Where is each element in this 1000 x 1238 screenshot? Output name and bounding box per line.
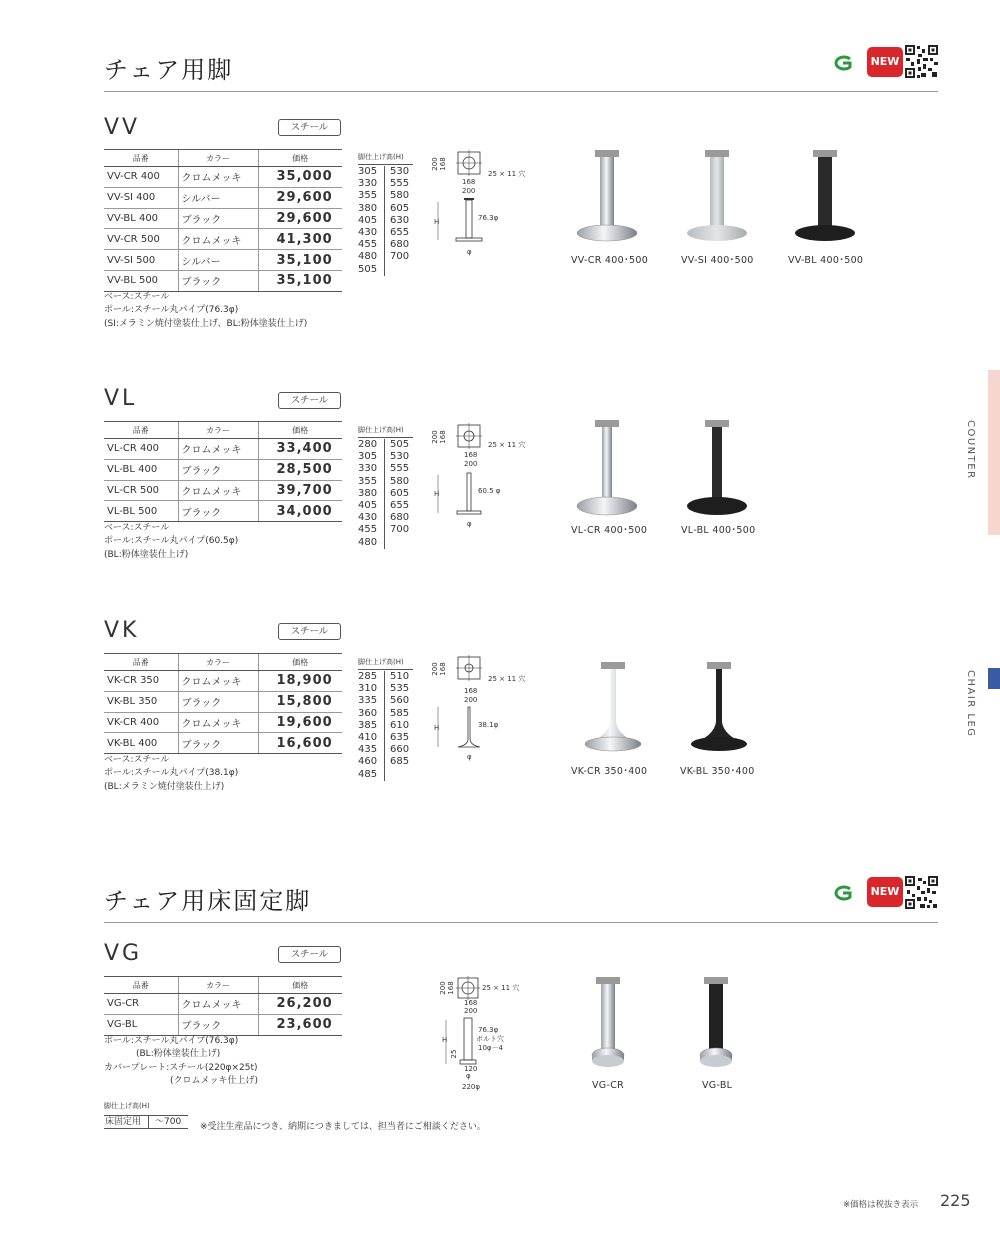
dim-text: 200 bbox=[462, 187, 476, 195]
series-name-vg: VG bbox=[104, 941, 143, 966]
dim-text: 168 bbox=[464, 451, 478, 459]
table-row bbox=[104, 501, 342, 522]
cell-price: 35,100 bbox=[258, 250, 342, 271]
cell-color: ブラック bbox=[178, 208, 258, 229]
dim-text: 200 bbox=[464, 460, 478, 468]
side-label-chair-leg: CHAIR LEG bbox=[965, 670, 976, 738]
side-tab-chair-leg[interactable] bbox=[988, 668, 1000, 689]
height-value: 485 bbox=[358, 768, 378, 780]
height-value: 480 bbox=[358, 251, 378, 263]
table-row bbox=[104, 691, 342, 712]
note-line: (BL:粉体塗装仕上げ) bbox=[136, 1049, 221, 1060]
th-price: 価格 bbox=[258, 977, 342, 994]
cell-color: クロムメッキ bbox=[178, 439, 258, 460]
series-name-vk: VK bbox=[104, 618, 140, 643]
height-value: 435 bbox=[358, 744, 378, 756]
cell-code: VV-BL 400 bbox=[104, 208, 178, 229]
qr-code-icon[interactable] bbox=[904, 44, 939, 79]
height-header: 脚仕上げ高(H) bbox=[358, 657, 413, 670]
cell-price: 35,100 bbox=[258, 270, 342, 291]
note-line: ベース:スチール bbox=[104, 523, 170, 533]
height-value: 700 bbox=[390, 524, 410, 536]
height-value: 530 bbox=[390, 166, 410, 177]
dim-text: 200 bbox=[439, 981, 447, 995]
height-value: 555 bbox=[390, 178, 410, 190]
table-row bbox=[104, 712, 342, 733]
caption-vv-bl: VV-BL 400･500 bbox=[788, 255, 864, 266]
green-mark-icon bbox=[830, 55, 854, 71]
th-code: 品番 bbox=[104, 977, 178, 994]
product-image-vl-bl bbox=[682, 420, 752, 520]
price-table-vg bbox=[104, 976, 342, 1036]
height-value: 330 bbox=[358, 463, 378, 475]
dim-text: 25 × 11 穴 bbox=[488, 675, 526, 683]
height-col-a bbox=[358, 166, 384, 276]
price-table-vv bbox=[104, 149, 342, 292]
dim-text: 168 bbox=[462, 178, 476, 186]
height-value: 430 bbox=[358, 512, 378, 524]
height-value: 605 bbox=[390, 487, 410, 499]
height-value: 360 bbox=[358, 707, 378, 719]
dim-text: 10φ－4 bbox=[478, 1044, 503, 1052]
caption-vl-cr: VL-CR 400･500 bbox=[571, 525, 648, 536]
product-image-vl-cr bbox=[572, 420, 642, 520]
height-value: 310 bbox=[358, 683, 378, 695]
height-value: 455 bbox=[358, 239, 378, 251]
th-price: 価格 bbox=[258, 422, 342, 439]
height-value: 680 bbox=[390, 239, 410, 251]
dim-text: 25 × 11 穴 bbox=[488, 170, 526, 178]
caption-vg-cr: VG-CR bbox=[592, 1080, 625, 1091]
green-mark-icon bbox=[830, 885, 854, 901]
dim-text: 168 bbox=[439, 157, 447, 171]
height-value: 405 bbox=[358, 214, 378, 226]
cell-price: 28,500 bbox=[258, 459, 342, 480]
product-image-vk-bl bbox=[684, 662, 754, 757]
height-header: 脚仕上げ高(H) bbox=[358, 425, 413, 438]
height-col-b bbox=[384, 439, 410, 549]
height-value: 510 bbox=[390, 671, 410, 682]
note-line: ポール:スチール丸パイプ(76.3φ) bbox=[104, 1036, 239, 1046]
dim-text: 200 bbox=[431, 430, 439, 444]
height-value: 580 bbox=[390, 475, 410, 487]
height-col-a bbox=[358, 671, 384, 781]
table-row bbox=[104, 459, 342, 480]
dim-text: φ bbox=[467, 753, 472, 761]
floor-label: 床固定用 bbox=[105, 1117, 142, 1127]
table-row bbox=[104, 671, 342, 692]
cell-color: クロムメッキ bbox=[178, 671, 258, 692]
dim-text: 200 bbox=[464, 1007, 478, 1015]
dim-text: 168 bbox=[464, 999, 478, 1007]
cell-code: VL-CR 400 bbox=[104, 439, 178, 460]
height-value: 580 bbox=[390, 190, 410, 202]
cell-color: ブラック bbox=[178, 459, 258, 480]
table-row bbox=[104, 1014, 342, 1035]
dim-text: 168 bbox=[464, 687, 478, 695]
dim-text: 200 bbox=[431, 157, 439, 171]
height-col-b bbox=[384, 166, 410, 276]
note-line: (SI:メラミン焼付塗装仕上げ、BL:粉体塗装仕上げ) bbox=[104, 318, 308, 329]
cell-code: VV-CR 400 bbox=[104, 167, 178, 188]
material-badge-vl: スチール bbox=[278, 392, 341, 409]
height-header: 脚仕上げ高(H) bbox=[358, 152, 413, 165]
material-badge-vv: スチール bbox=[278, 119, 341, 136]
price-table-vk bbox=[104, 653, 342, 754]
cell-code: VL-CR 500 bbox=[104, 480, 178, 501]
cell-code: VK-CR 350 bbox=[104, 671, 178, 692]
qr-code-icon[interactable] bbox=[904, 875, 939, 910]
height-col-b bbox=[384, 671, 410, 781]
height-value: 655 bbox=[390, 500, 410, 512]
floor-height-table bbox=[104, 1101, 188, 1129]
table-row bbox=[104, 187, 342, 208]
height-value: 530 bbox=[390, 451, 410, 463]
height-value: 380 bbox=[358, 487, 378, 499]
height-col-a bbox=[358, 439, 384, 549]
title-rule bbox=[104, 91, 938, 92]
dim-text: 220φ bbox=[462, 1083, 480, 1091]
height-value: 585 bbox=[390, 707, 410, 719]
cell-code: VG-BL bbox=[104, 1014, 178, 1035]
cell-color: ブラック bbox=[178, 1014, 258, 1035]
cell-price: 39,700 bbox=[258, 480, 342, 501]
height-value: 635 bbox=[390, 732, 410, 744]
product-image-vv-si bbox=[682, 150, 752, 245]
caption-vk-bl: VK-BL 350･400 bbox=[680, 766, 755, 777]
cell-code: VV-SI 400 bbox=[104, 187, 178, 208]
tax-note: ※価格は税抜き表示 bbox=[843, 1200, 919, 1210]
order-note: ※受注生産品につき、納期につきましては、担当者にご相談ください。 bbox=[200, 1122, 486, 1132]
height-value: 700 bbox=[390, 251, 410, 263]
note-line: ポール:スチール丸パイプ(76.3φ) bbox=[104, 305, 239, 316]
cell-color: クロムメッキ bbox=[178, 480, 258, 501]
note-line: ポール:スチール丸パイプ(60.5φ) bbox=[104, 536, 239, 547]
height-value: 280 bbox=[358, 439, 378, 450]
note-line: ベース:スチール bbox=[104, 755, 170, 765]
th-code: 品番 bbox=[104, 654, 178, 671]
table-row bbox=[104, 994, 342, 1015]
side-label-counter: COUNTER bbox=[965, 420, 976, 480]
caption-vv-cr: VV-CR 400･500 bbox=[571, 255, 649, 266]
height-value: 480 bbox=[358, 536, 378, 548]
dim-text: 60.5 φ bbox=[478, 487, 501, 495]
material-badge-vg: スチール bbox=[278, 946, 341, 963]
new-badge: NEW bbox=[867, 47, 903, 77]
price-table-vl bbox=[104, 421, 342, 522]
th-color: カラー bbox=[178, 150, 258, 167]
height-value: 385 bbox=[358, 719, 378, 731]
dim-text: 25 × 11 穴 bbox=[488, 441, 526, 449]
cell-color: クロムメッキ bbox=[178, 994, 258, 1015]
product-image-vv-cr bbox=[572, 150, 642, 245]
cell-price: 18,900 bbox=[258, 671, 342, 692]
height-value: 630 bbox=[390, 214, 410, 226]
cell-code: VV-SI 500 bbox=[104, 250, 178, 271]
spec-notes-vk bbox=[104, 754, 238, 794]
height-list-vv bbox=[358, 152, 413, 276]
dim-text: 76.3φ bbox=[478, 1026, 499, 1034]
dim-text: H bbox=[434, 218, 440, 226]
product-image-vv-bl bbox=[790, 150, 860, 245]
dim-text: 76.3φ bbox=[478, 214, 499, 222]
dim-text: ボルト穴 bbox=[476, 1035, 504, 1043]
dim-text: 25 × 11 穴 bbox=[482, 984, 520, 992]
height-list-vl bbox=[358, 425, 413, 549]
cell-code: VK-BL 350 bbox=[104, 691, 178, 712]
cell-code: VV-CR 500 bbox=[104, 229, 178, 250]
height-value: 335 bbox=[358, 695, 378, 707]
side-tab-counter[interactable] bbox=[988, 370, 1000, 535]
dim-text: 168 bbox=[439, 430, 447, 444]
dim-text: 168 bbox=[447, 981, 455, 995]
height-value: 610 bbox=[390, 719, 410, 731]
th-code: 品番 bbox=[104, 150, 178, 167]
table-row bbox=[104, 167, 342, 188]
page-title: チェア用脚 bbox=[104, 56, 234, 84]
note-line: ポール:スチール丸パイプ(38.1φ) bbox=[104, 768, 239, 779]
spec-notes-vv bbox=[104, 291, 307, 331]
height-value: 535 bbox=[390, 683, 410, 695]
height-value: 305 bbox=[358, 166, 378, 177]
height-value: 460 bbox=[358, 756, 378, 768]
table-row bbox=[104, 250, 342, 271]
height-value: 355 bbox=[358, 190, 378, 202]
product-image-vg-cr bbox=[578, 977, 638, 1075]
cell-code: VL-BL 400 bbox=[104, 459, 178, 480]
cell-price: 34,000 bbox=[258, 501, 342, 522]
height-list-vk bbox=[358, 657, 413, 781]
dimension-drawing-vg bbox=[436, 976, 546, 1092]
cell-color: ブラック bbox=[178, 501, 258, 522]
cell-price: 35,000 bbox=[258, 167, 342, 188]
note-line: ベース:スチール bbox=[104, 292, 170, 302]
cell-price: 29,600 bbox=[258, 208, 342, 229]
cell-color: ブラック bbox=[178, 691, 258, 712]
th-code: 品番 bbox=[104, 422, 178, 439]
caption-vl-bl: VL-BL 400･500 bbox=[681, 525, 756, 536]
height-value: 430 bbox=[358, 227, 378, 239]
dim-text: φ bbox=[466, 1072, 471, 1080]
height-value: 405 bbox=[358, 500, 378, 512]
table-row bbox=[104, 480, 342, 501]
floor-value: ～700 bbox=[148, 1116, 181, 1128]
height-value: 505 bbox=[358, 263, 378, 275]
note-line: カバープレート:スチール(220φ×25t) bbox=[104, 1062, 258, 1073]
cell-price: 41,300 bbox=[258, 229, 342, 250]
cell-color: クロムメッキ bbox=[178, 229, 258, 250]
cell-code: VK-BL 400 bbox=[104, 733, 178, 754]
dim-text: φ bbox=[467, 248, 472, 256]
dim-text: 200 bbox=[464, 696, 478, 704]
cell-color: クロムメッキ bbox=[178, 167, 258, 188]
cell-color: ブラック bbox=[178, 270, 258, 291]
table-row bbox=[104, 229, 342, 250]
caption-vk-cr: VK-CR 350･400 bbox=[571, 766, 648, 777]
cell-code: VK-CR 400 bbox=[104, 712, 178, 733]
spec-notes-vg bbox=[104, 1035, 258, 1088]
new-badge: NEW bbox=[867, 877, 903, 907]
note-line: (BL:粉体塗装仕上げ) bbox=[104, 549, 189, 560]
height-value: 380 bbox=[358, 202, 378, 214]
dim-text: 38.1φ bbox=[478, 721, 499, 729]
cell-price: 29,600 bbox=[258, 187, 342, 208]
material-badge-vk: スチール bbox=[278, 623, 341, 640]
th-price: 価格 bbox=[258, 654, 342, 671]
dimension-drawing-vk bbox=[428, 655, 538, 765]
th-color: カラー bbox=[178, 977, 258, 994]
height-value: 660 bbox=[390, 744, 410, 756]
series-name-vl: VL bbox=[104, 386, 138, 411]
cell-price: 19,600 bbox=[258, 712, 342, 733]
table-row bbox=[104, 439, 342, 460]
caption-vv-si: VV-SI 400･500 bbox=[681, 255, 754, 266]
th-color: カラー bbox=[178, 422, 258, 439]
table-row bbox=[104, 208, 342, 229]
height-value: 605 bbox=[390, 202, 410, 214]
dim-text: H bbox=[434, 490, 440, 498]
section-rule bbox=[104, 922, 938, 923]
height-value: 560 bbox=[390, 695, 410, 707]
cell-color: クロムメッキ bbox=[178, 712, 258, 733]
cell-price: 15,800 bbox=[258, 691, 342, 712]
dim-text: 200 bbox=[431, 662, 439, 676]
height-value: 655 bbox=[390, 227, 410, 239]
cell-color: シルバー bbox=[178, 250, 258, 271]
product-image-vk-cr bbox=[578, 662, 648, 757]
section-title-floor-fixed: チェア用床固定脚 bbox=[104, 887, 312, 915]
height-value: 305 bbox=[358, 451, 378, 463]
table-row bbox=[104, 270, 342, 291]
height-value: 355 bbox=[358, 475, 378, 487]
cell-code: VV-BL 500 bbox=[104, 270, 178, 291]
spec-notes-vl bbox=[104, 522, 238, 562]
height-value: 455 bbox=[358, 524, 378, 536]
height-value: 285 bbox=[358, 671, 378, 682]
height-value: 685 bbox=[390, 756, 410, 768]
cell-code: VL-BL 500 bbox=[104, 501, 178, 522]
cell-price: 16,600 bbox=[258, 733, 342, 754]
cell-price: 33,400 bbox=[258, 439, 342, 460]
dim-text: H bbox=[442, 1036, 448, 1044]
dim-text: 25 bbox=[450, 1049, 458, 1059]
dim-text: 168 bbox=[439, 662, 447, 676]
dimension-drawing-vl bbox=[428, 423, 538, 533]
floor-height-header: 脚仕上げ高(H) bbox=[104, 1102, 150, 1110]
dim-text: H bbox=[434, 724, 440, 732]
th-price: 価格 bbox=[258, 150, 342, 167]
dim-text: 120 bbox=[464, 1065, 478, 1073]
cell-price: 23,600 bbox=[258, 1014, 342, 1035]
dimension-drawing-vv bbox=[428, 150, 538, 260]
product-image-vg-bl bbox=[686, 977, 746, 1075]
cell-color: ブラック bbox=[178, 733, 258, 754]
dim-text: φ bbox=[467, 520, 472, 528]
th-color: カラー bbox=[178, 654, 258, 671]
height-value: 410 bbox=[358, 732, 378, 744]
note-line: (クロムメッキ仕上げ) bbox=[170, 1075, 259, 1086]
cell-color: シルバー bbox=[178, 187, 258, 208]
cell-code: VG-CR bbox=[104, 994, 178, 1015]
table-row bbox=[104, 733, 342, 754]
caption-vg-bl: VG-BL bbox=[702, 1080, 733, 1091]
height-value: 680 bbox=[390, 512, 410, 524]
series-name-vv: VV bbox=[104, 115, 141, 140]
height-value: 505 bbox=[390, 439, 410, 450]
height-value: 330 bbox=[358, 178, 378, 190]
height-value: 555 bbox=[390, 463, 410, 475]
cell-price: 26,200 bbox=[258, 994, 342, 1015]
page-number: 225 bbox=[940, 1191, 971, 1210]
note-line: (BL:メラミン焼付塗装仕上げ) bbox=[104, 781, 225, 792]
